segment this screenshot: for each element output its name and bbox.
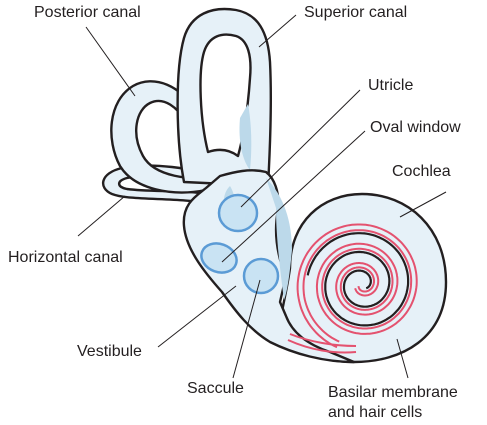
label-oval-window: Oval window: [370, 119, 461, 136]
utricle: [219, 195, 257, 231]
label-horizontal-canal: Horizontal canal: [8, 249, 123, 266]
label-vestibule: Vestibule: [77, 343, 142, 360]
label-saccule: Saccule: [187, 380, 244, 397]
leader-cochlea: [400, 192, 446, 217]
leader-horizontal-canal: [78, 196, 125, 236]
label-basilar-hair-cells: and hair cells: [328, 404, 423, 421]
leader-superior-canal: [259, 15, 296, 47]
label-superior-canal: Superior canal: [304, 4, 408, 21]
superior-canal: [178, 9, 271, 186]
saccule: [244, 259, 278, 293]
label-cochlea: Cochlea: [392, 163, 451, 180]
leader-posterior-canal: [86, 27, 135, 96]
label-posterior-canal: Posterior canal: [34, 4, 141, 21]
label-basilar-membrane: Basilar membrane: [328, 384, 458, 401]
leader-vestibule: [158, 286, 236, 347]
label-utricle: Utricle: [368, 77, 414, 94]
